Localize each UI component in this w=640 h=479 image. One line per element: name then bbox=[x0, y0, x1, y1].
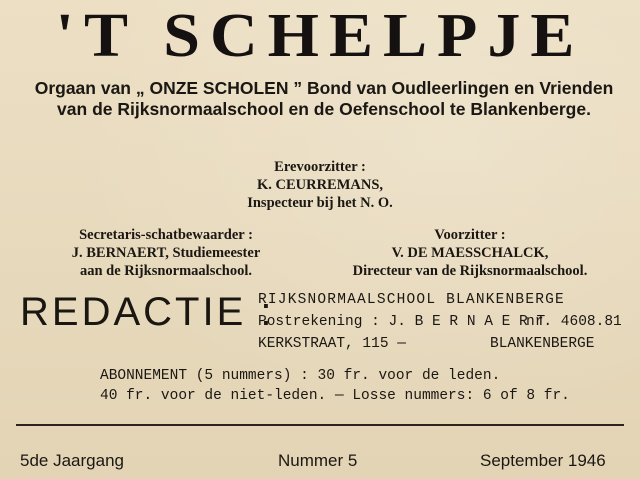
subscription-line2: 40 fr. voor de niet-leden. — Losse nummers: 6 of 8 fr. bbox=[100, 388, 570, 404]
president-label: Voorzitter : bbox=[434, 227, 506, 243]
honorary-name: K. CEURREMANS, bbox=[256, 177, 384, 193]
footer-volume: 5de Jaargang bbox=[20, 451, 124, 470]
footer-issue: Nummer 5 bbox=[278, 451, 358, 470]
subscription-line1: ABONNEMENT (5 nummers) : 30 fr. voor de leden. bbox=[100, 368, 501, 384]
postal-account-label: Postrekening : J. B E R N A E R T bbox=[258, 314, 546, 330]
editorial-address-line3 bbox=[258, 334, 595, 354]
honorary-role: Inspecteur bij het N. O. bbox=[247, 195, 393, 211]
town: BLANKENBERGE bbox=[490, 336, 595, 352]
footer-divider bbox=[16, 424, 624, 426]
masthead-subtitle: Orgaan van „ ONZE SCHOLEN ” Bond van Oudleerlingen en Vrienden van de Rijksnormaalschool en de Oefenschool te Blankenberge. bbox=[34, 78, 614, 119]
editorial-heading: REDACTIE : bbox=[20, 290, 275, 334]
editorial-address-line1: RIJKSNORMAALSCHOOL BLANKENBERGE bbox=[258, 292, 565, 308]
president-role: Directeur van de Rijksnormaalschool. bbox=[352, 263, 588, 279]
postal-account-number: nr. 4608.81 bbox=[526, 314, 622, 330]
secretary-name: J. BERNAERT, Studiemeester bbox=[71, 245, 261, 261]
street-address: KERKSTRAAT, 115 — bbox=[258, 336, 406, 352]
president-name: V. DE MAESSCHALCK, bbox=[391, 245, 549, 261]
footer-date: September 1946 bbox=[480, 451, 606, 470]
secretary-role: aan de Rijksnormaalschool. bbox=[79, 263, 252, 279]
editorial-address-line2 bbox=[258, 312, 622, 332]
masthead-title: 'T SCHELPJE bbox=[55, 0, 585, 71]
honorary-label: Erevoorzitter : bbox=[274, 159, 366, 175]
secretary-label: Secretaris-schatbewaarder : bbox=[79, 227, 253, 243]
